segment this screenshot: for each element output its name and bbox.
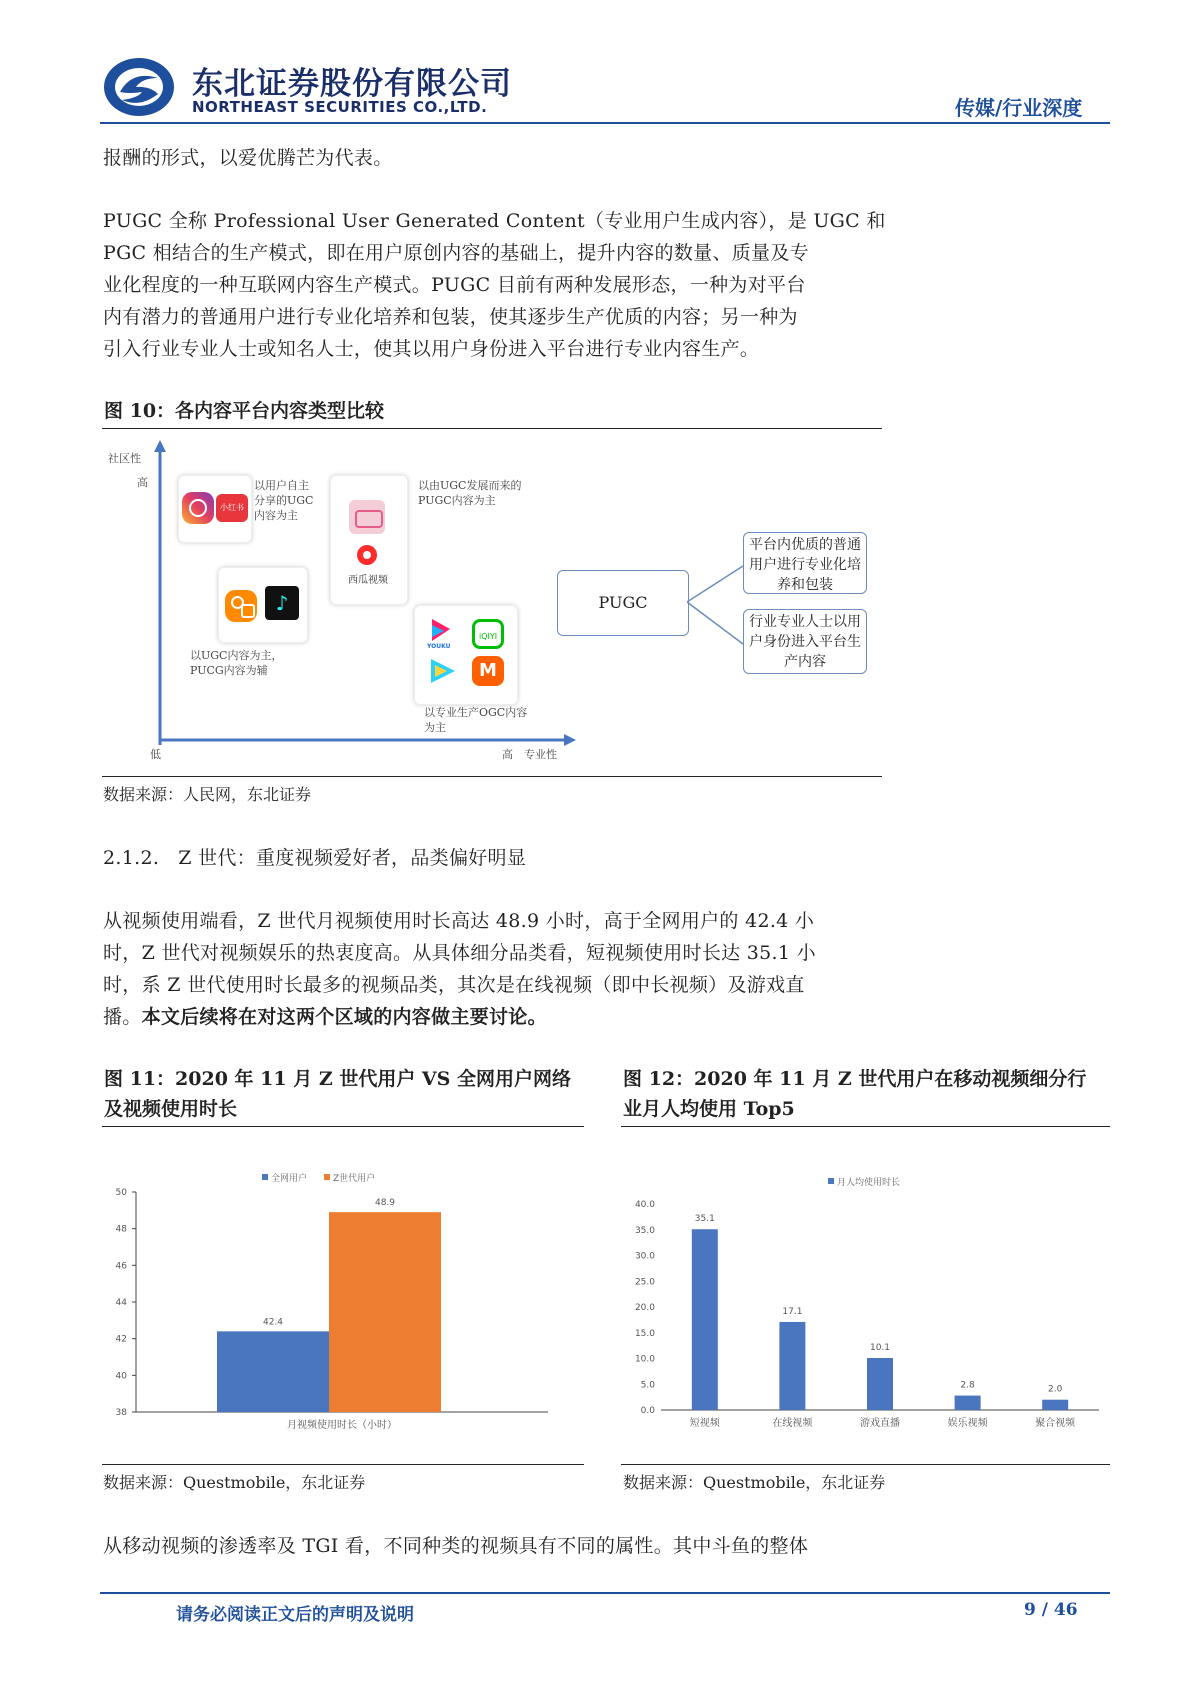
legend-swatch [324, 1174, 330, 1180]
bar-z-generation [329, 1212, 441, 1412]
y-tick-label: 0.0 [640, 1406, 655, 1416]
note-ogc: 以专业生产OGC内容为主 [424, 706, 528, 734]
bar-1 [692, 1229, 718, 1410]
y-tick-label: 10.0 [634, 1354, 655, 1365]
legend-swatch [262, 1174, 268, 1180]
note-pugc-from-ugc: 以由UGC发展而来的PUGC内容为主 [418, 479, 522, 507]
paragraph-penetration: 从移动视频的渗透率及 TGI 看，不同种类的视频具有不同的属性。其中斗鱼的整体 [103, 1535, 809, 1557]
x-axis-label: 专业性 [524, 748, 557, 761]
youku-label: YOUKU [427, 643, 451, 650]
bilibili-icon [349, 500, 385, 534]
x-tick-label: 聚合视频 [1035, 1418, 1076, 1429]
x-axis-low: 低 [150, 748, 161, 761]
tencent-video-icon [427, 656, 457, 686]
text-run-bold: 本文后续将在对这两个区域的内容做主要讨论。 [141, 1006, 547, 1028]
y-tick-label: 25.0 [634, 1277, 655, 1288]
y-tick-label: 42 [115, 1334, 127, 1345]
figure-title [623, 1064, 1113, 1124]
text-line: 时，Z 世代对视频娱乐的热衷度高。从具体细分品类看，短视频使用时长达 35.1 小 [103, 942, 816, 964]
data-label: 2.0 [1048, 1384, 1063, 1395]
chart-video-category-usage [621, 1140, 1110, 1440]
legend-swatch [828, 1178, 834, 1184]
y-tick-label: 35.0 [634, 1225, 655, 1236]
legend-label: 全网用户 [271, 1174, 308, 1184]
data-label: 48.9 [374, 1198, 396, 1209]
text-line: PGC 相结合的生产模式，即在用户原创内容的基础上，提升内容的数量、质量及专 [103, 242, 809, 264]
x-axis-label: 月视频使用时长（小时） [287, 1420, 397, 1431]
iqiyi-icon: iQIYI [472, 619, 504, 649]
x-tick-label: 在线视频 [772, 1418, 813, 1429]
text-line: 业化程度的一种互联网内容生产模式。PUGC 目前有两种发展形态，一种为对平台 [103, 274, 806, 296]
paragraph-continuation: 报酬的形式，以爱优腾芒为代表。 [103, 147, 393, 169]
xigua-video-icon [356, 544, 378, 566]
x-tick-label: 短视频 [689, 1418, 720, 1429]
note-ugc-share: 以用户自主分享的UGC内容为主 [254, 479, 314, 522]
section-label: 传媒/行业深度 [955, 96, 1083, 120]
figure-source: 数据来源：Questmobile，东北证券 [623, 1473, 886, 1492]
bar-3 [867, 1358, 893, 1410]
youku-icon [428, 617, 454, 643]
x-axis-high: 高 [502, 748, 513, 761]
text-line: 从视频使用端看，Z 世代月视频使用时长高达 48.9 小时，高于全网用户的 42.4 小 [103, 910, 815, 932]
section-heading [103, 842, 526, 874]
footer-rule [100, 1592, 1110, 1594]
bar-5 [1042, 1400, 1068, 1410]
legend-label: 月人均使用时长 [837, 1178, 901, 1188]
y-tick-label: 20.0 [634, 1303, 655, 1313]
text-line: 时，系 Z 世代使用时长最多的视频品类，其次是在线视频（即中长视频）及游戏直 [103, 974, 805, 996]
company-name-cn: 东北证券股份有限公司 [192, 66, 512, 102]
figure-bottom-rule [102, 776, 882, 777]
xigua-label: 西瓜视频 [348, 575, 388, 586]
kuaishou-icon [225, 590, 257, 622]
y-tick-label: 5.0 [640, 1380, 655, 1391]
data-label: 35.1 [694, 1214, 715, 1225]
y-axis-high: 高 [137, 476, 148, 489]
text-line: PUGC 全称 Professional User Generated Content（专业用户生成内容），是 UGC 和 [103, 210, 886, 232]
paragraph-z-generation [103, 905, 816, 1033]
data-label: 2.8 [960, 1380, 975, 1391]
y-tick-label: 44 [115, 1298, 127, 1308]
data-label: 10.1 [869, 1342, 891, 1353]
text-line: 内有潜力的普通用户进行专业化培养和包装，使其逐步生产优质的内容；另一种为 [103, 306, 798, 328]
section-title: Z 世代：重度视频爱好者，品类偏好明显 [178, 847, 527, 869]
figure-top-rule [621, 1126, 1110, 1127]
pugc-branch-lines [687, 560, 745, 660]
figure-title-line: 业月人均使用 Top5 [623, 1098, 795, 1120]
y-tick-label: 15.0 [634, 1328, 655, 1339]
figure-source: 数据来源：人民网，东北证券 [103, 785, 312, 804]
y-tick-label: 30.0 [634, 1251, 655, 1262]
bar-all-users [217, 1331, 329, 1412]
x-tick-label: 娱乐视频 [947, 1418, 988, 1429]
pugc-branch-2: 行业专业人士以用户身份进入平台生产内容 [743, 609, 867, 674]
text-line: 引入行业专业人士或知名人士，使其以用户身份进入平台进行专业内容生产。 [103, 338, 760, 360]
figure-title [104, 1064, 584, 1124]
page-number: 9 / 46 [1024, 1600, 1078, 1620]
figure-source: 数据来源：Questmobile，东北证券 [103, 1473, 366, 1492]
figure-bottom-rule [102, 1464, 584, 1465]
legend-label: Z世代用户 [333, 1174, 376, 1184]
y-tick-label: 46 [115, 1261, 127, 1272]
y-tick-label: 38 [115, 1408, 127, 1418]
company-logo-icon [102, 56, 176, 118]
bar-2 [779, 1322, 805, 1410]
instagram-icon [182, 492, 214, 524]
douyin-icon: ♪ [265, 586, 299, 620]
figure-title-line: 图 11：2020 年 11 月 Z 世代用户 VS 全网用户网络 [104, 1068, 572, 1090]
figure-bottom-rule [621, 1464, 1110, 1465]
footer-disclaimer: 请务必阅读正文后的声明及说明 [176, 1605, 414, 1625]
bar-4 [955, 1396, 981, 1410]
x-tick-label: 游戏直播 [860, 1418, 900, 1429]
paragraph-pugc [103, 205, 886, 365]
xiaohongshu-icon: 小红书 [216, 494, 248, 522]
note-ugc-main: 以UGC内容为主，PUCG内容为辅 [190, 649, 283, 677]
figure-title-line: 及视频使用时长 [104, 1098, 238, 1120]
y-axis-label: 社区性 [108, 452, 141, 465]
data-label: 17.1 [782, 1306, 803, 1317]
figure-title: 图 10：各内容平台内容类型比较 [104, 400, 385, 422]
y-tick-label: 40 [115, 1371, 127, 1382]
y-tick-label: 40.0 [634, 1200, 655, 1210]
pugc-box: PUGC [557, 570, 689, 636]
figure-top-rule [102, 1126, 584, 1127]
text-run: 播。 [103, 1006, 142, 1028]
data-label: 42.4 [262, 1317, 284, 1328]
header-rule [100, 122, 1110, 124]
figure-top-rule [102, 428, 882, 429]
pugc-branch-1: 平台内优质的普通用户进行专业化培养和包装 [743, 532, 867, 594]
section-number: 2.1.2. [103, 847, 160, 869]
text-line [103, 1001, 816, 1033]
mgtv-icon: M [472, 656, 504, 686]
y-tick-label: 48 [115, 1224, 127, 1235]
y-tick-label: 50 [115, 1188, 127, 1198]
figure-title-line: 图 12：2020 年 11 月 Z 世代用户在移动视频细分行 [623, 1068, 1087, 1090]
company-name-en: NORTHEAST SECURITIES CO.,LTD. [192, 98, 488, 116]
chart-zgen-vs-all [102, 1140, 584, 1440]
